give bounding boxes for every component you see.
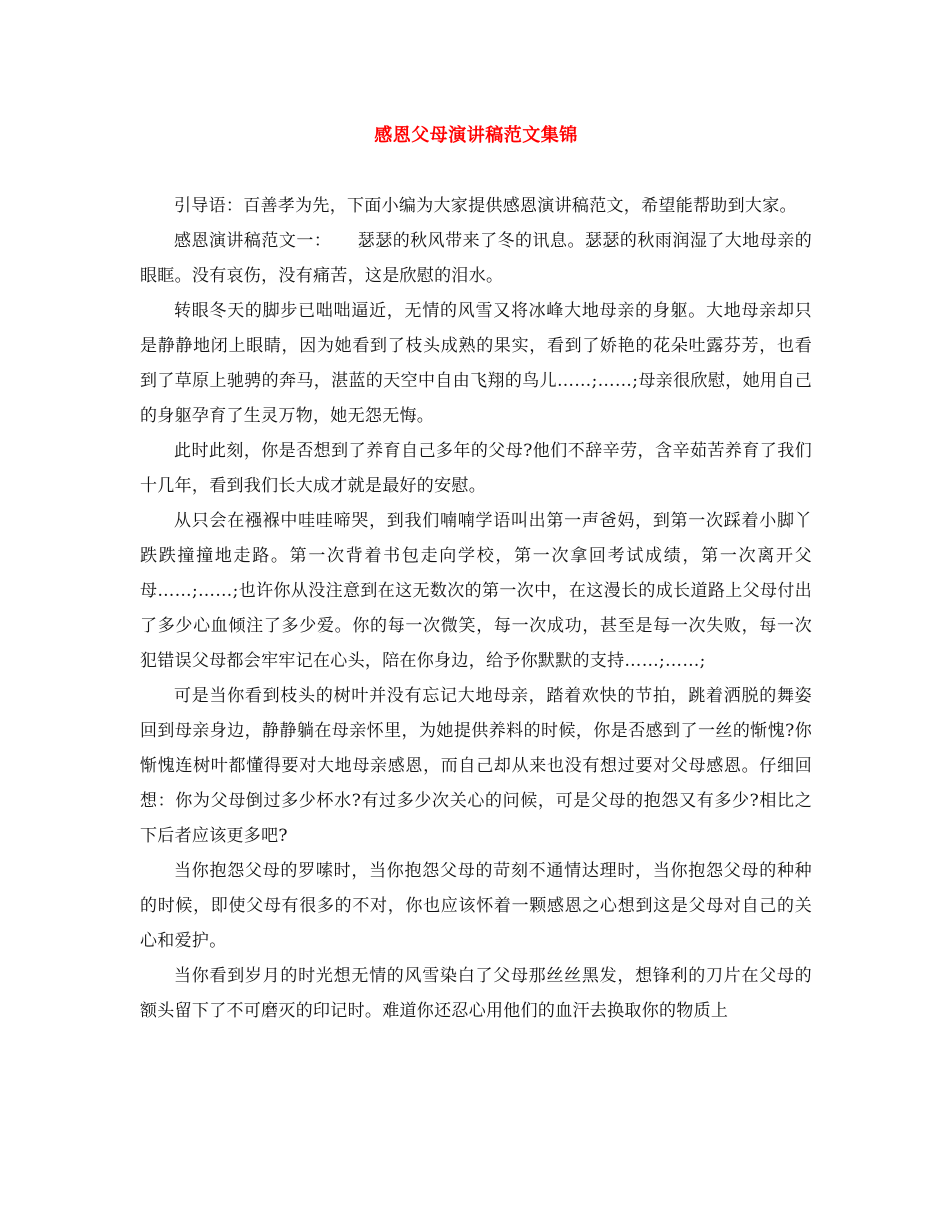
paragraph-3: 此时此刻，你是否想到了养育自己多年的父母?他们不辞辛劳，含辛茹苦养育了我们十几年，看到我们长大成才就是最好的安慰。 [140, 441, 812, 496]
paragraph-intro: 引导语：百善孝为先，下面小编为大家提供感恩演讲稿范文，希望能帮助到大家。 [174, 196, 797, 216]
paragraph-5: 可是当你看到枝头的树叶并没有忘记大地母亲，踏着欢快的节拍，跳着洒脱的舞姿回到母亲身边，静静躺在母亲怀里，为她提供养料的时候，你是否感到了一丝的惭愧?你惭愧连树叶都懂得要对大地母亲感恩，而自己却从来也没有想过要对父母感恩。仔细回想：你为父母倒过多少杯水?有过多少次关心的问候，可是父母的抱怨又有多少?相比之下后者应该更多吧? [140, 686, 812, 846]
paragraph-1: 感恩演讲稿范文一： 瑟瑟的秋风带来了冬的讯息。瑟瑟的秋雨润湿了大地母亲的眼眶。没有哀伤，没有痛苦，这是欣慰的泪水。 [140, 231, 812, 286]
paragraph-4: 从只会在襁褓中哇哇啼哭，到我们喃喃学语叫出第一声爸妈，到第一次踩着小脚丫跌跌撞撞地走路。第一次背着书包走向学校，第一次拿回考试成绩，第一次离开父母……;……;也许你从没注意到在这无数次的第一次中，在这漫长的成长道路上父母付出了多少心血倾注了多少爱。你的每一次微笑，每一次成功，甚至是每一次失败，每一次犯错误父母都会牢牢记在心头，陪在你身边，给予你默默的支持……;……; [140, 511, 812, 671]
paragraph-7: 当你看到岁月的时光想无情的风雪染白了父母那丝丝黑发，想锋利的刀片在父母的额头留下了不可磨灭的印记时。难道你还忍心用他们的血汗去换取你的物质上 [140, 966, 812, 1021]
document-title: 感恩父母演讲稿范文集锦 [374, 125, 578, 146]
paragraph-2: 转眼冬天的脚步已咄咄逼近，无情的风雪又将冰峰大地母亲的身躯。大地母亲却只是静静地闭上眼睛，因为她看到了枝头成熟的果实，看到了娇艳的花朵吐露芬芳，也看到了草原上驰骋的奔马，湛蓝的天空中自由飞翔的鸟儿……;……;母亲很欣慰，她用自己的身躯孕育了生灵万物，她无怨无悔。 [140, 301, 812, 426]
document-page [140, 0, 812, 1230]
document-body [140, 189, 812, 1029]
paragraph-6: 当你抱怨父母的罗嗦时，当你抱怨父母的苛刻不通情达理时，当你抱怨父母的种种的时候，即使父母有很多的不对，你也应该怀着一颗感恩之心想到这是父母对自己的关心和爱护。 [140, 861, 812, 951]
